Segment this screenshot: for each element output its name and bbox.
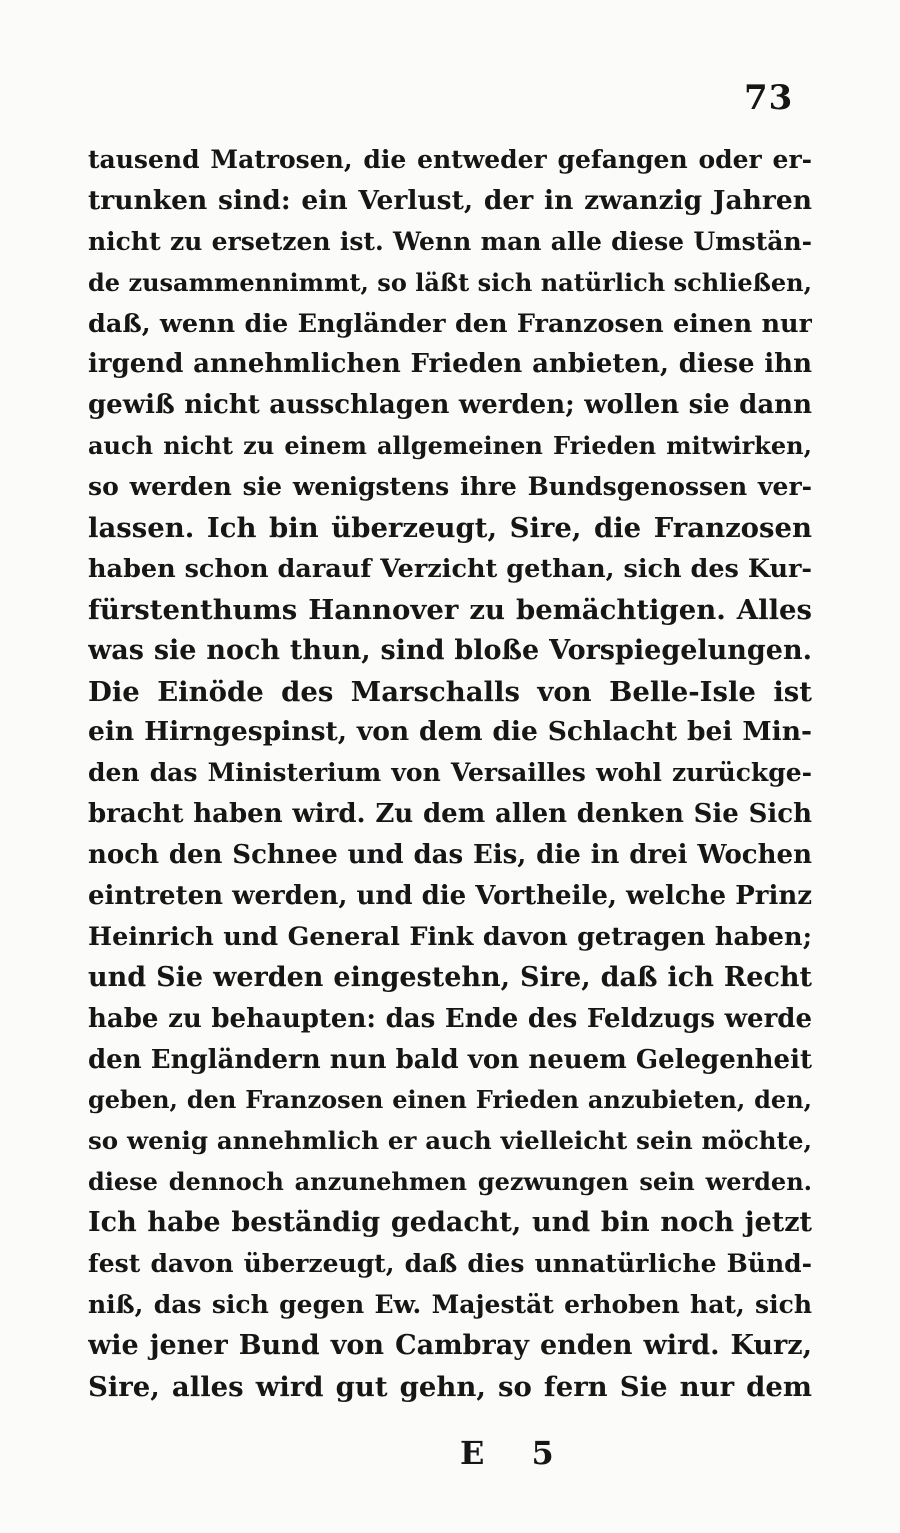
- text-line: Die Einöde des Marschalls von Belle-Isle ist: [88, 675, 812, 708]
- text-line: so wenig annehmlich er auch vielleicht sein möchte,: [88, 1126, 812, 1156]
- text-line: den Engländern nun bald von neuem Gelegenheit: [88, 1044, 812, 1075]
- text-line: nicht zu ersetzen ist. Wenn man alle diese Umstän-: [88, 226, 812, 256]
- text-line: de zusammennimmt, so läßt sich natürlich schließen,: [88, 267, 812, 297]
- text-line: Ich habe beständig gedacht, und bin noch jetzt: [88, 1207, 812, 1239]
- text-line: daß, wenn die Engländer den Franzosen einen nur: [88, 308, 812, 339]
- text-line: und Sie werden eingestehn, Sire, daß ich Recht: [88, 961, 812, 993]
- text-line: diese dennoch anzunehmen gezwungen sein werden.: [88, 1167, 812, 1197]
- text-line: auch nicht zu einem allgemeinen Frieden mitwirken,: [88, 431, 812, 461]
- text-line: tausend Matrosen, die entweder gefangen oder er-: [88, 145, 812, 174]
- text-line: trunken sind: ein Verlust, der in zwanzig Jahren: [88, 184, 812, 216]
- text-line: noch den Schnee und das Eis, die in drei Wochen: [88, 840, 812, 871]
- text-line: bracht haben wird. Zu dem allen denken Sie Sich: [88, 799, 812, 830]
- body-text: [88, 140, 812, 1408]
- text-line: habe zu behaupten: das Ende des Feldzugs werde: [88, 1003, 812, 1034]
- text-line: so werden sie wenigstens ihre Bundsgenossen ver-: [88, 472, 812, 502]
- text-line: fest davon überzeugt, daß dies unnatürliche Bünd-: [88, 1249, 812, 1279]
- text-line: geben, den Franzosen einen Frieden anzubieten, den,: [88, 1085, 812, 1115]
- page-number: 73: [744, 78, 794, 118]
- signature-mark: E 5: [460, 1434, 572, 1472]
- text-line: den das Ministerium von Versailles wohl zurückge-: [88, 758, 812, 788]
- text-line: Heinrich und General Fink davon getragen haben;: [88, 921, 812, 952]
- text-line: wie jener Bund von Cambray enden wird. Kurz,: [88, 1329, 812, 1361]
- text-line: ein Hirngespinst, von dem die Schlacht bei Min-: [88, 716, 812, 748]
- text-line: was sie noch thun, sind bloße Vorspiegelungen.: [88, 634, 812, 666]
- text-line: Sire, alles wird gut gehn, so fern Sie nur dem: [88, 1370, 812, 1403]
- text-line: irgend annehmlichen Frieden anbieten, diese ihn: [88, 349, 812, 380]
- text-line: haben schon darauf Verzicht gethan, sich des Kur-: [88, 553, 812, 584]
- text-line: eintreten werden, und die Vortheile, welche Prinz: [88, 881, 812, 912]
- text-line: niß, das sich gegen Ew. Majestät erhoben hat, sich: [88, 1289, 812, 1319]
- text-line: fürstenthums Hannover zu bemächtigen. Alles: [88, 593, 812, 626]
- text-line: gewiß nicht ausschlagen werden; wollen sie dann: [88, 390, 812, 421]
- text-line: lassen. Ich bin überzeugt, Sire, die Franzosen: [88, 512, 812, 545]
